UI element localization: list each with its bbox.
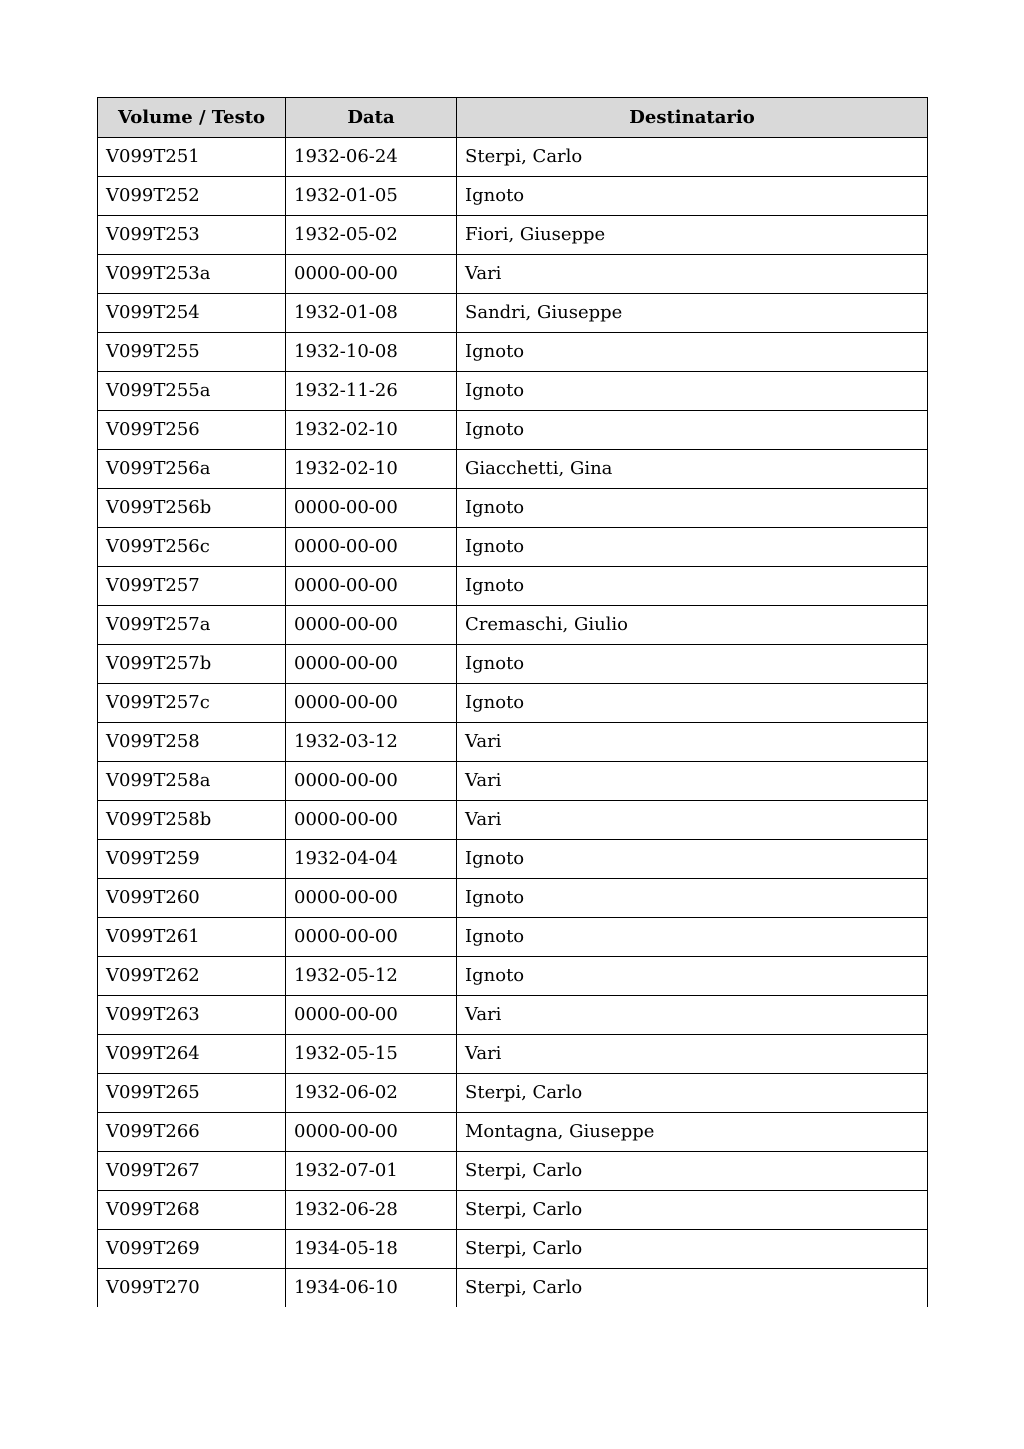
volume-testo-cell: V099T258b bbox=[98, 801, 286, 840]
volume-testo-cell: V099T263 bbox=[98, 996, 286, 1035]
data-cell: 0000-00-00 bbox=[286, 996, 457, 1035]
volume-testo-cell: V099T251 bbox=[98, 138, 286, 177]
table-row bbox=[98, 840, 928, 879]
data-cell: 0000-00-00 bbox=[286, 567, 457, 606]
data-cell: 1932-06-24 bbox=[286, 138, 457, 177]
table-row bbox=[98, 1230, 928, 1269]
volume-testo-cell: V099T257a bbox=[98, 606, 286, 645]
table-row bbox=[98, 450, 928, 489]
destinatario-cell: Vari bbox=[457, 255, 928, 294]
volume-testo-cell: V099T256b bbox=[98, 489, 286, 528]
volume-testo-cell: V099T262 bbox=[98, 957, 286, 996]
volume-testo-cell: V099T255 bbox=[98, 333, 286, 372]
data-cell: 0000-00-00 bbox=[286, 606, 457, 645]
data-cell: 1932-02-10 bbox=[286, 411, 457, 450]
data-cell: 1932-11-26 bbox=[286, 372, 457, 411]
volume-testo-cell: V099T266 bbox=[98, 1113, 286, 1152]
column-header-volume-testo: Volume / Testo bbox=[98, 98, 286, 138]
table-row bbox=[98, 1074, 928, 1113]
volume-testo-cell: V099T259 bbox=[98, 840, 286, 879]
table-row bbox=[98, 1269, 928, 1308]
volume-testo-cell: V099T256c bbox=[98, 528, 286, 567]
destinatario-cell: Ignoto bbox=[457, 177, 928, 216]
data-cell: 1932-06-02 bbox=[286, 1074, 457, 1113]
table-row bbox=[98, 918, 928, 957]
data-cell: 1932-05-15 bbox=[286, 1035, 457, 1074]
column-header-destinatario: Destinatario bbox=[457, 98, 928, 138]
table-row bbox=[98, 177, 928, 216]
table-row bbox=[98, 567, 928, 606]
records-table bbox=[97, 97, 928, 1307]
data-cell: 1932-04-04 bbox=[286, 840, 457, 879]
volume-testo-cell: V099T260 bbox=[98, 879, 286, 918]
destinatario-cell: Vari bbox=[457, 801, 928, 840]
destinatario-cell: Sterpi, Carlo bbox=[457, 1152, 928, 1191]
table-row bbox=[98, 294, 928, 333]
volume-testo-cell: V099T255a bbox=[98, 372, 286, 411]
volume-testo-cell: V099T261 bbox=[98, 918, 286, 957]
destinatario-cell: Vari bbox=[457, 996, 928, 1035]
volume-testo-cell: V099T258a bbox=[98, 762, 286, 801]
destinatario-cell: Ignoto bbox=[457, 684, 928, 723]
data-cell: 0000-00-00 bbox=[286, 879, 457, 918]
data-cell: 1932-05-12 bbox=[286, 957, 457, 996]
destinatario-cell: Vari bbox=[457, 762, 928, 801]
table-row bbox=[98, 606, 928, 645]
data-cell: 0000-00-00 bbox=[286, 801, 457, 840]
destinatario-cell: Ignoto bbox=[457, 879, 928, 918]
destinatario-cell: Montagna, Giuseppe bbox=[457, 1113, 928, 1152]
destinatario-cell: Cremaschi, Giulio bbox=[457, 606, 928, 645]
volume-testo-cell: V099T254 bbox=[98, 294, 286, 333]
table-row bbox=[98, 255, 928, 294]
volume-testo-cell: V099T252 bbox=[98, 177, 286, 216]
destinatario-cell: Ignoto bbox=[457, 489, 928, 528]
destinatario-cell: Sandri, Giuseppe bbox=[457, 294, 928, 333]
table-row bbox=[98, 762, 928, 801]
table-row bbox=[98, 723, 928, 762]
table-header bbox=[98, 98, 928, 138]
destinatario-cell: Ignoto bbox=[457, 840, 928, 879]
destinatario-cell: Ignoto bbox=[457, 567, 928, 606]
data-cell: 1932-03-12 bbox=[286, 723, 457, 762]
data-cell: 1932-01-05 bbox=[286, 177, 457, 216]
destinatario-cell: Sterpi, Carlo bbox=[457, 1230, 928, 1269]
table-row bbox=[98, 489, 928, 528]
data-cell: 0000-00-00 bbox=[286, 762, 457, 801]
volume-testo-cell: V099T267 bbox=[98, 1152, 286, 1191]
destinatario-cell: Ignoto bbox=[457, 528, 928, 567]
table-row bbox=[98, 138, 928, 177]
data-cell: 0000-00-00 bbox=[286, 255, 457, 294]
volume-testo-cell: V099T269 bbox=[98, 1230, 286, 1269]
data-cell: 1932-01-08 bbox=[286, 294, 457, 333]
destinatario-cell: Giacchetti, Gina bbox=[457, 450, 928, 489]
destinatario-cell: Sterpi, Carlo bbox=[457, 1269, 928, 1308]
data-cell: 1932-05-02 bbox=[286, 216, 457, 255]
destinatario-cell: Sterpi, Carlo bbox=[457, 1074, 928, 1113]
destinatario-cell: Sterpi, Carlo bbox=[457, 1191, 928, 1230]
destinatario-cell: Fiori, Giuseppe bbox=[457, 216, 928, 255]
destinatario-cell: Ignoto bbox=[457, 411, 928, 450]
table-row bbox=[98, 1035, 928, 1074]
volume-testo-cell: V099T258 bbox=[98, 723, 286, 762]
data-cell: 1932-02-10 bbox=[286, 450, 457, 489]
volume-testo-cell: V099T270 bbox=[98, 1269, 286, 1308]
table-body bbox=[98, 138, 928, 1308]
table-row bbox=[98, 372, 928, 411]
table-row bbox=[98, 1191, 928, 1230]
table-row bbox=[98, 528, 928, 567]
table-row bbox=[98, 333, 928, 372]
table-row bbox=[98, 684, 928, 723]
table-row bbox=[98, 216, 928, 255]
data-cell: 0000-00-00 bbox=[286, 684, 457, 723]
table-row bbox=[98, 1152, 928, 1191]
volume-testo-cell: V099T265 bbox=[98, 1074, 286, 1113]
table-row bbox=[98, 996, 928, 1035]
destinatario-cell: Ignoto bbox=[457, 918, 928, 957]
volume-testo-cell: V099T257c bbox=[98, 684, 286, 723]
data-cell: 0000-00-00 bbox=[286, 1113, 457, 1152]
destinatario-cell: Ignoto bbox=[457, 957, 928, 996]
data-cell: 1932-06-28 bbox=[286, 1191, 457, 1230]
volume-testo-cell: V099T256 bbox=[98, 411, 286, 450]
data-cell: 1932-07-01 bbox=[286, 1152, 457, 1191]
table-row bbox=[98, 645, 928, 684]
volume-testo-cell: V099T253 bbox=[98, 216, 286, 255]
data-cell: 0000-00-00 bbox=[286, 645, 457, 684]
table-row bbox=[98, 1113, 928, 1152]
column-header-data: Data bbox=[286, 98, 457, 138]
volume-testo-cell: V099T256a bbox=[98, 450, 286, 489]
header-row bbox=[98, 98, 928, 138]
data-cell: 1934-05-18 bbox=[286, 1230, 457, 1269]
destinatario-cell: Ignoto bbox=[457, 372, 928, 411]
destinatario-cell: Vari bbox=[457, 1035, 928, 1074]
data-cell: 0000-00-00 bbox=[286, 918, 457, 957]
data-cell: 1934-06-10 bbox=[286, 1269, 457, 1308]
destinatario-cell: Vari bbox=[457, 723, 928, 762]
data-cell: 0000-00-00 bbox=[286, 489, 457, 528]
volume-testo-cell: V099T253a bbox=[98, 255, 286, 294]
destinatario-cell: Sterpi, Carlo bbox=[457, 138, 928, 177]
table-row bbox=[98, 801, 928, 840]
volume-testo-cell: V099T257b bbox=[98, 645, 286, 684]
table-row bbox=[98, 879, 928, 918]
table-row bbox=[98, 957, 928, 996]
data-cell: 0000-00-00 bbox=[286, 528, 457, 567]
destinatario-cell: Ignoto bbox=[457, 333, 928, 372]
volume-testo-cell: V099T268 bbox=[98, 1191, 286, 1230]
table-row bbox=[98, 411, 928, 450]
volume-testo-cell: V099T257 bbox=[98, 567, 286, 606]
volume-testo-cell: V099T264 bbox=[98, 1035, 286, 1074]
destinatario-cell: Ignoto bbox=[457, 645, 928, 684]
data-cell: 1932-10-08 bbox=[286, 333, 457, 372]
